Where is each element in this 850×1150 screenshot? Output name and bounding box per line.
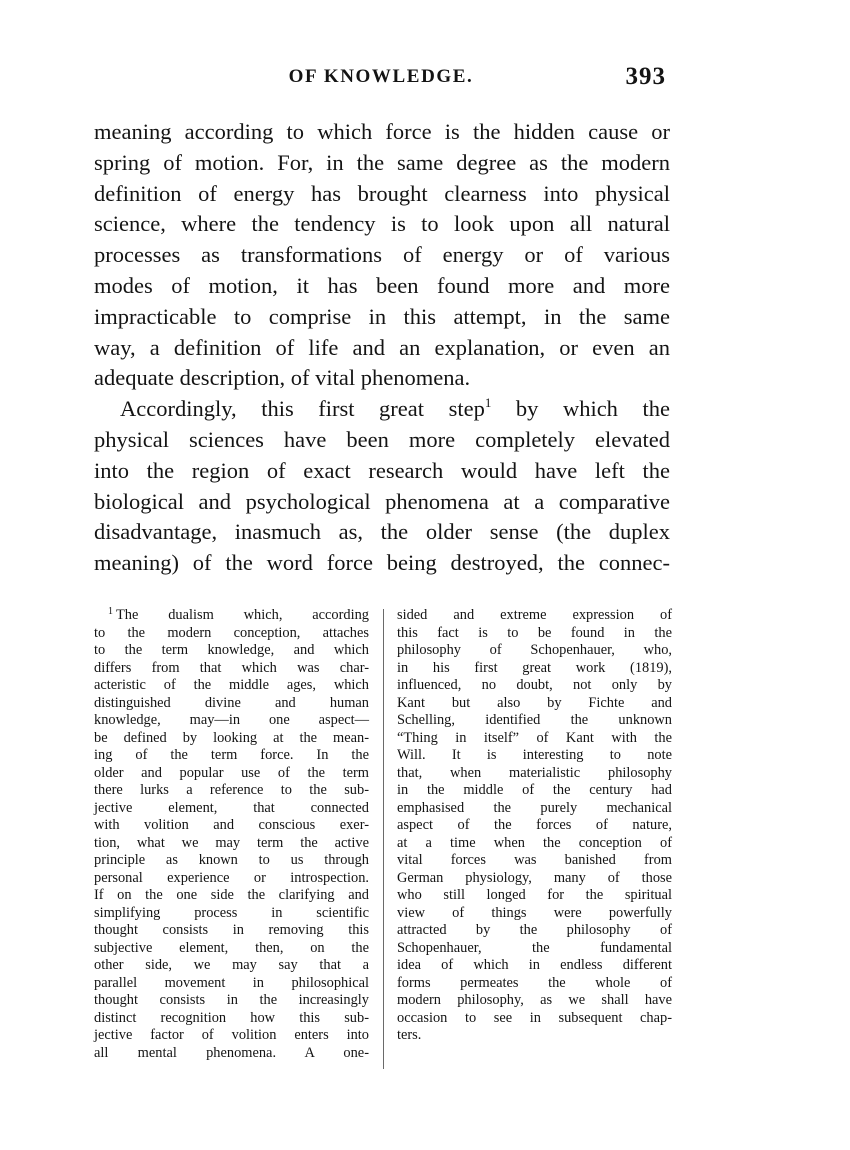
footnote-line: who still longed for the spiritual <box>397 887 672 903</box>
footnote-line: modern philosophy, as we shall have <box>397 992 672 1008</box>
body-line: processes as transformations of energy or of various <box>94 242 670 268</box>
footnote-reference: 1 <box>484 395 492 411</box>
footnote-line: in the middle of the century had <box>397 782 672 798</box>
body-line-with-footnote-ref <box>94 394 670 425</box>
footnote-line: to the term knowledge, and which <box>94 642 369 658</box>
footnote-line: tion, what we may term the active <box>94 834 369 851</box>
footnote-line: “Thing in itself” of Kant with the <box>397 729 672 746</box>
footnote-line: influenced, no doubt, not only by <box>397 677 672 693</box>
footnote-line: jective element, that connected <box>94 799 369 816</box>
page-number: 393 <box>625 63 666 90</box>
footnote-line: Will. It is interesting to note <box>397 747 672 763</box>
footnote-line: distinct recognition how this sub- <box>94 1009 369 1026</box>
footnote-line: German physiology, many of those <box>397 869 672 886</box>
body-line: impracticable to comprise in this attempt, in the same <box>94 303 670 329</box>
footnote-line: personal experience or introspection. <box>94 869 369 886</box>
footnote-line: differs from that which was char- <box>94 659 369 676</box>
body-line-text-continuation: by which the <box>491 396 670 422</box>
body-line: meaning) of the word force being destroyed, the connec- <box>94 550 670 576</box>
footnote-left-column <box>94 607 369 1062</box>
footnote-line: aspect of the forces of nature, <box>397 817 672 833</box>
footnote-line: attracted by the philosophy of <box>397 922 672 938</box>
footnote-line: all mental phenomena. A one- <box>94 1044 369 1061</box>
footnote-line: forms permeates the whole of <box>397 974 672 991</box>
footnote-line-text: The dualism which, according <box>116 607 369 623</box>
running-head <box>94 63 668 96</box>
footnote-line: be defined by looking at the mean- <box>94 729 369 746</box>
footnote-line: principle as known to us through <box>94 852 369 868</box>
footnote-line: sided and extreme expression of <box>397 607 672 623</box>
body-line: disadvantage, inasmuch as, the older sense (the duplex <box>94 519 670 545</box>
column-divider <box>383 609 384 1069</box>
footnote-line: there lurks a reference to the sub- <box>94 782 369 798</box>
body-line: modes of motion, it has been found more and more <box>94 272 670 298</box>
footnote-line: that, when materialistic philosophy <box>397 764 672 781</box>
body-line: science, where the tendency is to look upon all natural <box>94 211 670 237</box>
body-line: adequate description, of vital phenomena. <box>94 365 471 391</box>
body-line: definition of energy has brought clearness into physical <box>94 180 670 206</box>
footnote-line: knowledge, may—in one aspect— <box>94 712 369 728</box>
body-line: way, a definition of life and an explanation, or even an <box>94 334 670 360</box>
footnote-line: vital forces was banished from <box>397 852 672 868</box>
footnote-line: thought consists in removing this <box>94 922 369 938</box>
footnote-line: Schelling, identified the unknown <box>397 712 672 728</box>
footnote-line: Schopenhauer, the fundamental <box>397 939 672 956</box>
body-line-text: Accordingly, this first great step <box>120 396 485 422</box>
body-line: meaning according to which force is the hidden cause or <box>94 119 670 144</box>
footnote <box>94 607 672 1077</box>
footnote-marker: 1 <box>108 606 113 617</box>
body-line: biological and psychological phenomena at a comparative <box>94 488 670 514</box>
running-title: OF KNOWLEDGE. <box>288 66 474 87</box>
footnote-line: other side, we may say that a <box>94 957 369 973</box>
body-line: into the region of exact research would have left the <box>94 457 670 483</box>
footnote-line: with volition and conscious exer- <box>94 817 369 833</box>
footnote-line <box>94 607 369 625</box>
footnote-line: to the modern conception, attaches <box>94 624 369 641</box>
footnote-line: idea of which in endless different <box>397 957 672 973</box>
main-text <box>94 117 670 579</box>
footnote-line: ters. <box>397 1027 422 1043</box>
footnote-line: thought consists in the increasingly <box>94 992 369 1008</box>
footnote-line: view of things were powerfully <box>397 904 672 921</box>
footnote-line: ing of the term force. In the <box>94 747 369 763</box>
footnote-line: distinguished divine and human <box>94 694 369 711</box>
footnote-line: older and popular use of the term <box>94 764 369 781</box>
footnote-line: simplifying process in scientific <box>94 904 369 921</box>
footnote-line: philosophy of Schopenhauer, who, <box>397 642 672 658</box>
footnote-line: parallel movement in philosophical <box>94 974 369 991</box>
body-line: spring of motion. For, in the same degree as the modern <box>94 149 670 175</box>
footnote-line: Kant but also by Fichte and <box>397 694 672 711</box>
footnote-line: subjective element, then, on the <box>94 939 369 956</box>
footnote-right-column <box>397 607 672 1045</box>
footnote-line: occasion to see in subsequent chap- <box>397 1009 672 1026</box>
footnote-line: emphasised the purely mechanical <box>397 799 672 816</box>
body-line: physical sciences have been more completely elevated <box>94 426 670 452</box>
footnote-line: this fact is to be found in the <box>397 624 672 641</box>
footnote-line: jective factor of volition enters into <box>94 1027 369 1043</box>
footnote-line: acteristic of the middle ages, which <box>94 677 369 693</box>
footnote-line: in his first great work (1819), <box>397 659 672 676</box>
footnote-line: at a time when the conception of <box>397 834 672 851</box>
footnote-line: If on the one side the clarifying and <box>94 887 369 903</box>
